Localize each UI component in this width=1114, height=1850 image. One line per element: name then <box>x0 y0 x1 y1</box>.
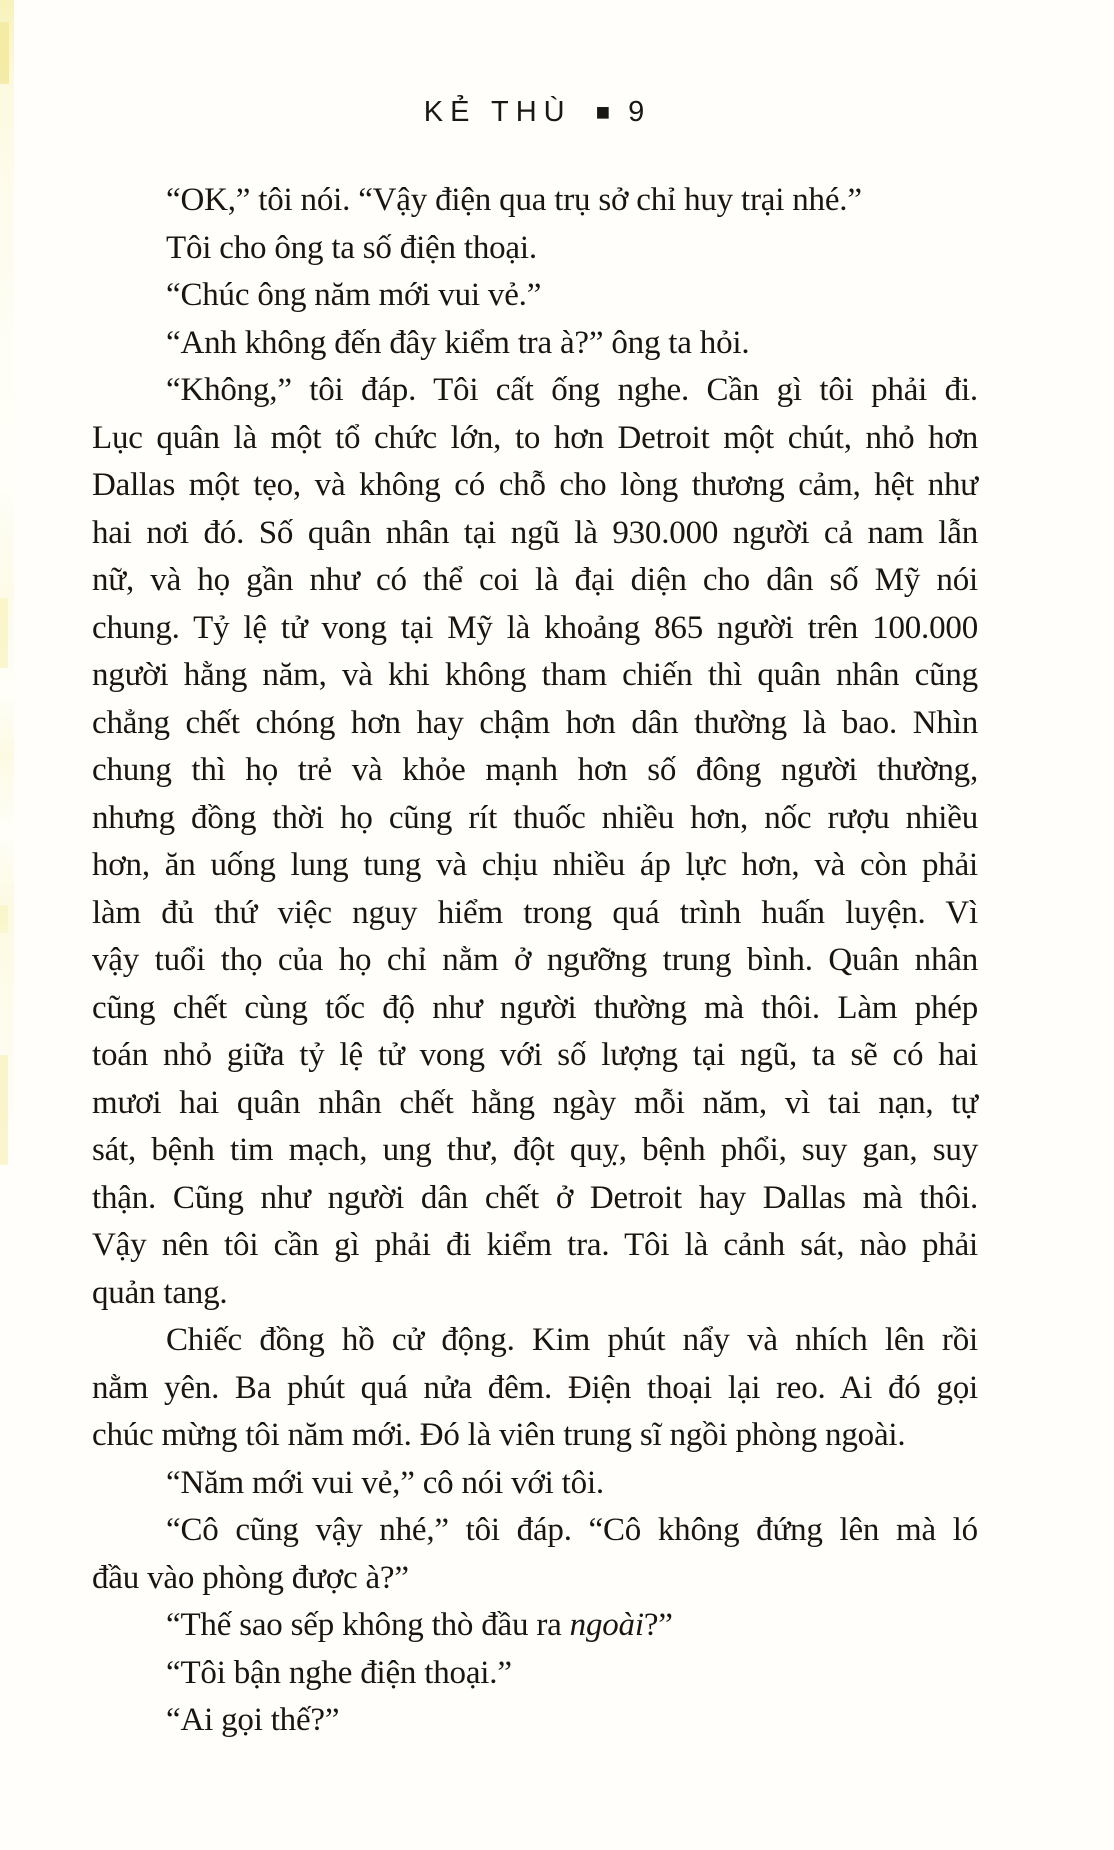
text-line: chung thì họ trẻ và khỏe mạnh hơn số đông người thường, <box>92 752 978 788</box>
text-line: nhưng đồng thời họ cũng rít thuốc nhiều hơn, nốc rượu nhiều <box>92 799 978 836</box>
scan-edge-artifact <box>0 598 8 668</box>
italic-text: ngoài <box>569 1607 644 1643</box>
text-line: Chiếc đồng hồ cử động. Kim phút nẩy và nhích lên rồi <box>166 1322 978 1358</box>
text-line <box>92 1602 978 1650</box>
square-bullet-icon: ■ <box>595 99 611 126</box>
text-line: quản tang. <box>92 1274 228 1311</box>
text-line: vậy tuổi thọ của họ chỉ nằm ở ngưỡng trung bình. Quân nhân <box>92 942 978 978</box>
page-number: 9 <box>628 96 647 128</box>
text-line: người hằng năm, và khi không tham chiến thì quân nhân cũng <box>92 657 978 693</box>
text-line: đầu vào phòng được à?” <box>92 1559 409 1596</box>
running-header <box>92 96 978 129</box>
running-header-title: KẺ THÙ <box>423 96 572 128</box>
text-line: Tôi cho ông ta số điện thoại. <box>166 229 537 266</box>
text-line: mươi hai quân nhân chết hằng ngày mỗi năm, vì tai nạn, tự <box>92 1084 978 1121</box>
text-line: nữ, và họ gần như có thể coi là đại diện cho dân số Mỹ nói <box>92 562 978 598</box>
text-segment: “Thế sao sếp không thò đầu ra <box>166 1607 570 1643</box>
text-line: toán nhỏ giữa tỷ lệ tử vong với số lượng tại ngũ, ta sẽ có hai <box>92 1037 978 1073</box>
text-line: “Chúc ông năm mới vui vẻ.” <box>166 277 542 313</box>
text-line: “Tôi bận nghe điện thoại.” <box>166 1654 512 1691</box>
scan-edge-artifact <box>0 1055 8 1165</box>
text-line: Lục quân là một tổ chức lớn, to hơn Detroit một chút, nhỏ hơn <box>92 419 978 456</box>
text-line: “Không,” tôi đáp. Tôi cất ống nghe. Cần gì tôi phải đi. <box>166 372 978 408</box>
text-line: sát, bệnh tim mạch, ung thư, đột quỵ, bệnh phổi, suy gan, suy <box>92 1132 978 1168</box>
text-line: Vậy nên tôi cần gì phải đi kiểm tra. Tôi là cảnh sát, nào phải <box>92 1227 978 1263</box>
text-line: làm đủ thứ việc nguy hiểm trong quá trình huấn luyện. Vì <box>92 894 978 931</box>
text-line: chung. Tỷ lệ tử vong tại Mỹ là khoảng 865 người trên 100.000 <box>92 609 978 646</box>
text-line: “Anh không đến đây kiểm tra à?” ông ta hỏi. <box>166 324 750 361</box>
text-line: “Ai gọi thế?” <box>166 1702 340 1738</box>
text-line: hai nơi đó. Số quân nhân tại ngũ là 930.000 người cả nam lẫn <box>92 514 978 551</box>
scan-edge-artifact <box>0 905 8 933</box>
scan-edge-artifact <box>0 0 14 1260</box>
text-line: cũng chết cùng tốc độ như người thường mà thôi. Làm phép <box>92 989 978 1026</box>
text-line: nằm yên. Ba phút quá nửa đêm. Điện thoại lại reo. Ai đó gọi <box>92 1369 978 1406</box>
text-line: “OK,” tôi nói. “Vậy điện qua trụ sở chỉ huy trại nhé.” <box>166 182 862 218</box>
text-line: hơn, ăn uống lung tung và chịu nhiều áp lực hơn, và còn phải <box>92 847 978 883</box>
text-line: thận. Cũng như người dân chết ở Detroit hay Dallas mà thôi. <box>92 1179 978 1216</box>
text-line: “Cô cũng vậy nhé,” tôi đáp. “Cô không đứng lên mà ló <box>166 1512 978 1548</box>
text-segment: ?” <box>643 1607 673 1643</box>
text-line: “Năm mới vui vẻ,” cô nói với tôi. <box>166 1464 604 1501</box>
text-line: Dallas một tẹo, và không có chỗ cho lòng thương cảm, hệt như <box>92 467 978 503</box>
body-text <box>92 177 978 1745</box>
scan-edge-artifact <box>0 22 9 84</box>
text-line: chẳng chết chóng hơn hay chậm hơn dân thường là bao. Nhìn <box>92 704 978 741</box>
text-line: chúc mừng tôi năm mới. Đó là viên trung sĩ ngồi phòng ngoài. <box>92 1417 906 1453</box>
